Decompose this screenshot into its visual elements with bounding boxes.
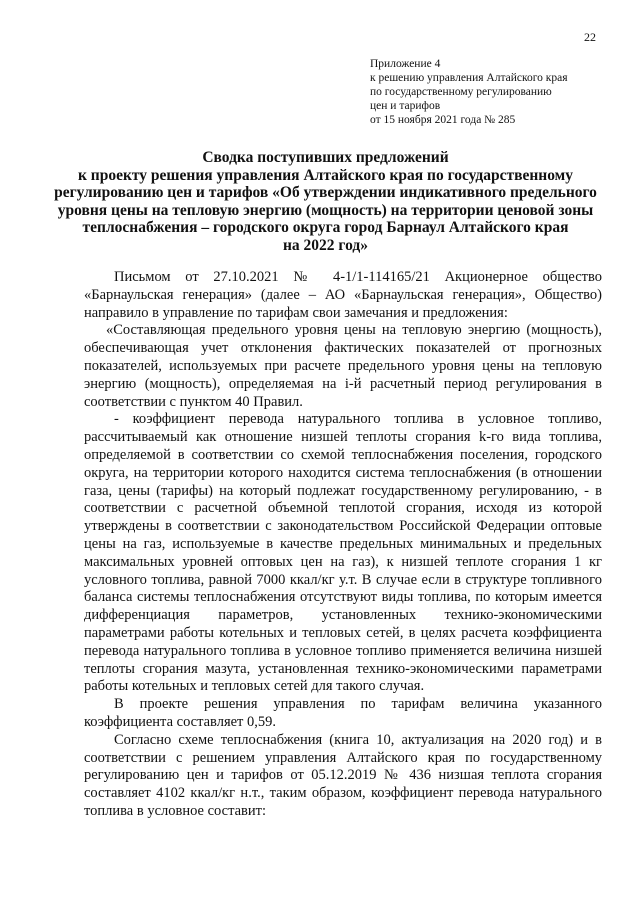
- quoteparagraph: «Составляющая предельного уровня цены на тепловую энергию (мощность), обеспечивающая учет отклонения фактических показателей от прогнозных показателей, используемых при расчете предельного уровня цены на тепловую энергию (мощность), определяемая на i-й расчетный период регулирования в соответствии с пунктом 40 Правил.: [84, 322, 602, 410]
- titleline: к проекту решения управления Алтайского края по государственному: [77, 166, 573, 184]
- appendixline: от 15 ноября 2021 года № 285: [370, 114, 516, 126]
- pagenumber: 22: [584, 30, 596, 44]
- paragraph: Письмом от 27.10.2021 № 4-1/1-114165/21 Акционерное общество «Барнаульская генерация» (далее – АО «Барнаульская генерация», Общество) направило в управление по тарифам свои замечания и предложения:: [84, 269, 602, 321]
- appendixheader: [370, 57, 568, 127]
- appendixline: к решению управления Алтайского края: [370, 72, 568, 84]
- paragraph: Согласно схеме теплоснабжения (книга 10, актуализация на 2020 год) и в соответствии с решением управления Алтайского края по государственному регулированию цен и тарифов от 05.12.2019 № 436 низшая теплота сгорания составляет 4102 ккал/кг н.т., таким образом, коэффициент перевода натурального топлива в условное составит:: [84, 731, 602, 819]
- documentbody: [84, 269, 602, 821]
- paragraph: - коэффициент перевода натурального топлива в условное топливо, рассчитываемый как отношение низшей теплоты сгорания k-го вида топлива, определяемой в соответствии со схемой теплоснабжения поселения, городского округа, на территории которого находится система теплоснабжения (в отношении газа, цены (тарифы) на который подлежат государственному регулированию, - в соответствии с расчетной объемной теплотой сгорания, исходя из которой утверждены в соответствии с законодательством Российской Федерации оптовые цены на газ, используемые в качестве предельных минимальных и предельных максимальных уровней оптовых цен на газ), к низшей теплоте сгорания 1 кг условного топлива, равной 7000 ккал/кг у.т. В случае если в структуре топливного баланса системы теплоснабжения отсутствуют виды топлива, по которым имеется дифференциация параметров, установленных технико-экономическими параметрами работы котельных и тепловых сетей, в целях расчета коэффициента перевода натурального топлива в условное топливо применяется величина низшей теплоты сгорания мазута, установленная технико-экономическими параметрами работы котельных и тепловых сетей для такого случая.: [84, 411, 602, 695]
- titleline: Сводка поступивших предложений: [202, 149, 449, 166]
- paragraph: В проекте решения управления по тарифам величина указанного коэффициента составляет 0,59.: [84, 696, 602, 730]
- appendixline: по государственному регулированию: [370, 86, 552, 98]
- titleline: регулированию цен и тарифов «Об утверждении индикативного предельного: [54, 184, 597, 202]
- titleline: уровня цены на тепловую энергию (мощность) на территории ценовой зоны: [57, 201, 594, 219]
- titleline: на 2022 год»: [283, 236, 368, 254]
- appendixline: Приложение 4: [370, 58, 441, 70]
- appendixline: цен и тарифов: [370, 100, 441, 112]
- documenttitle: [50, 149, 601, 255]
- titleline: теплоснабжения – городского округа город Барнаул Алтайского края: [82, 219, 569, 237]
